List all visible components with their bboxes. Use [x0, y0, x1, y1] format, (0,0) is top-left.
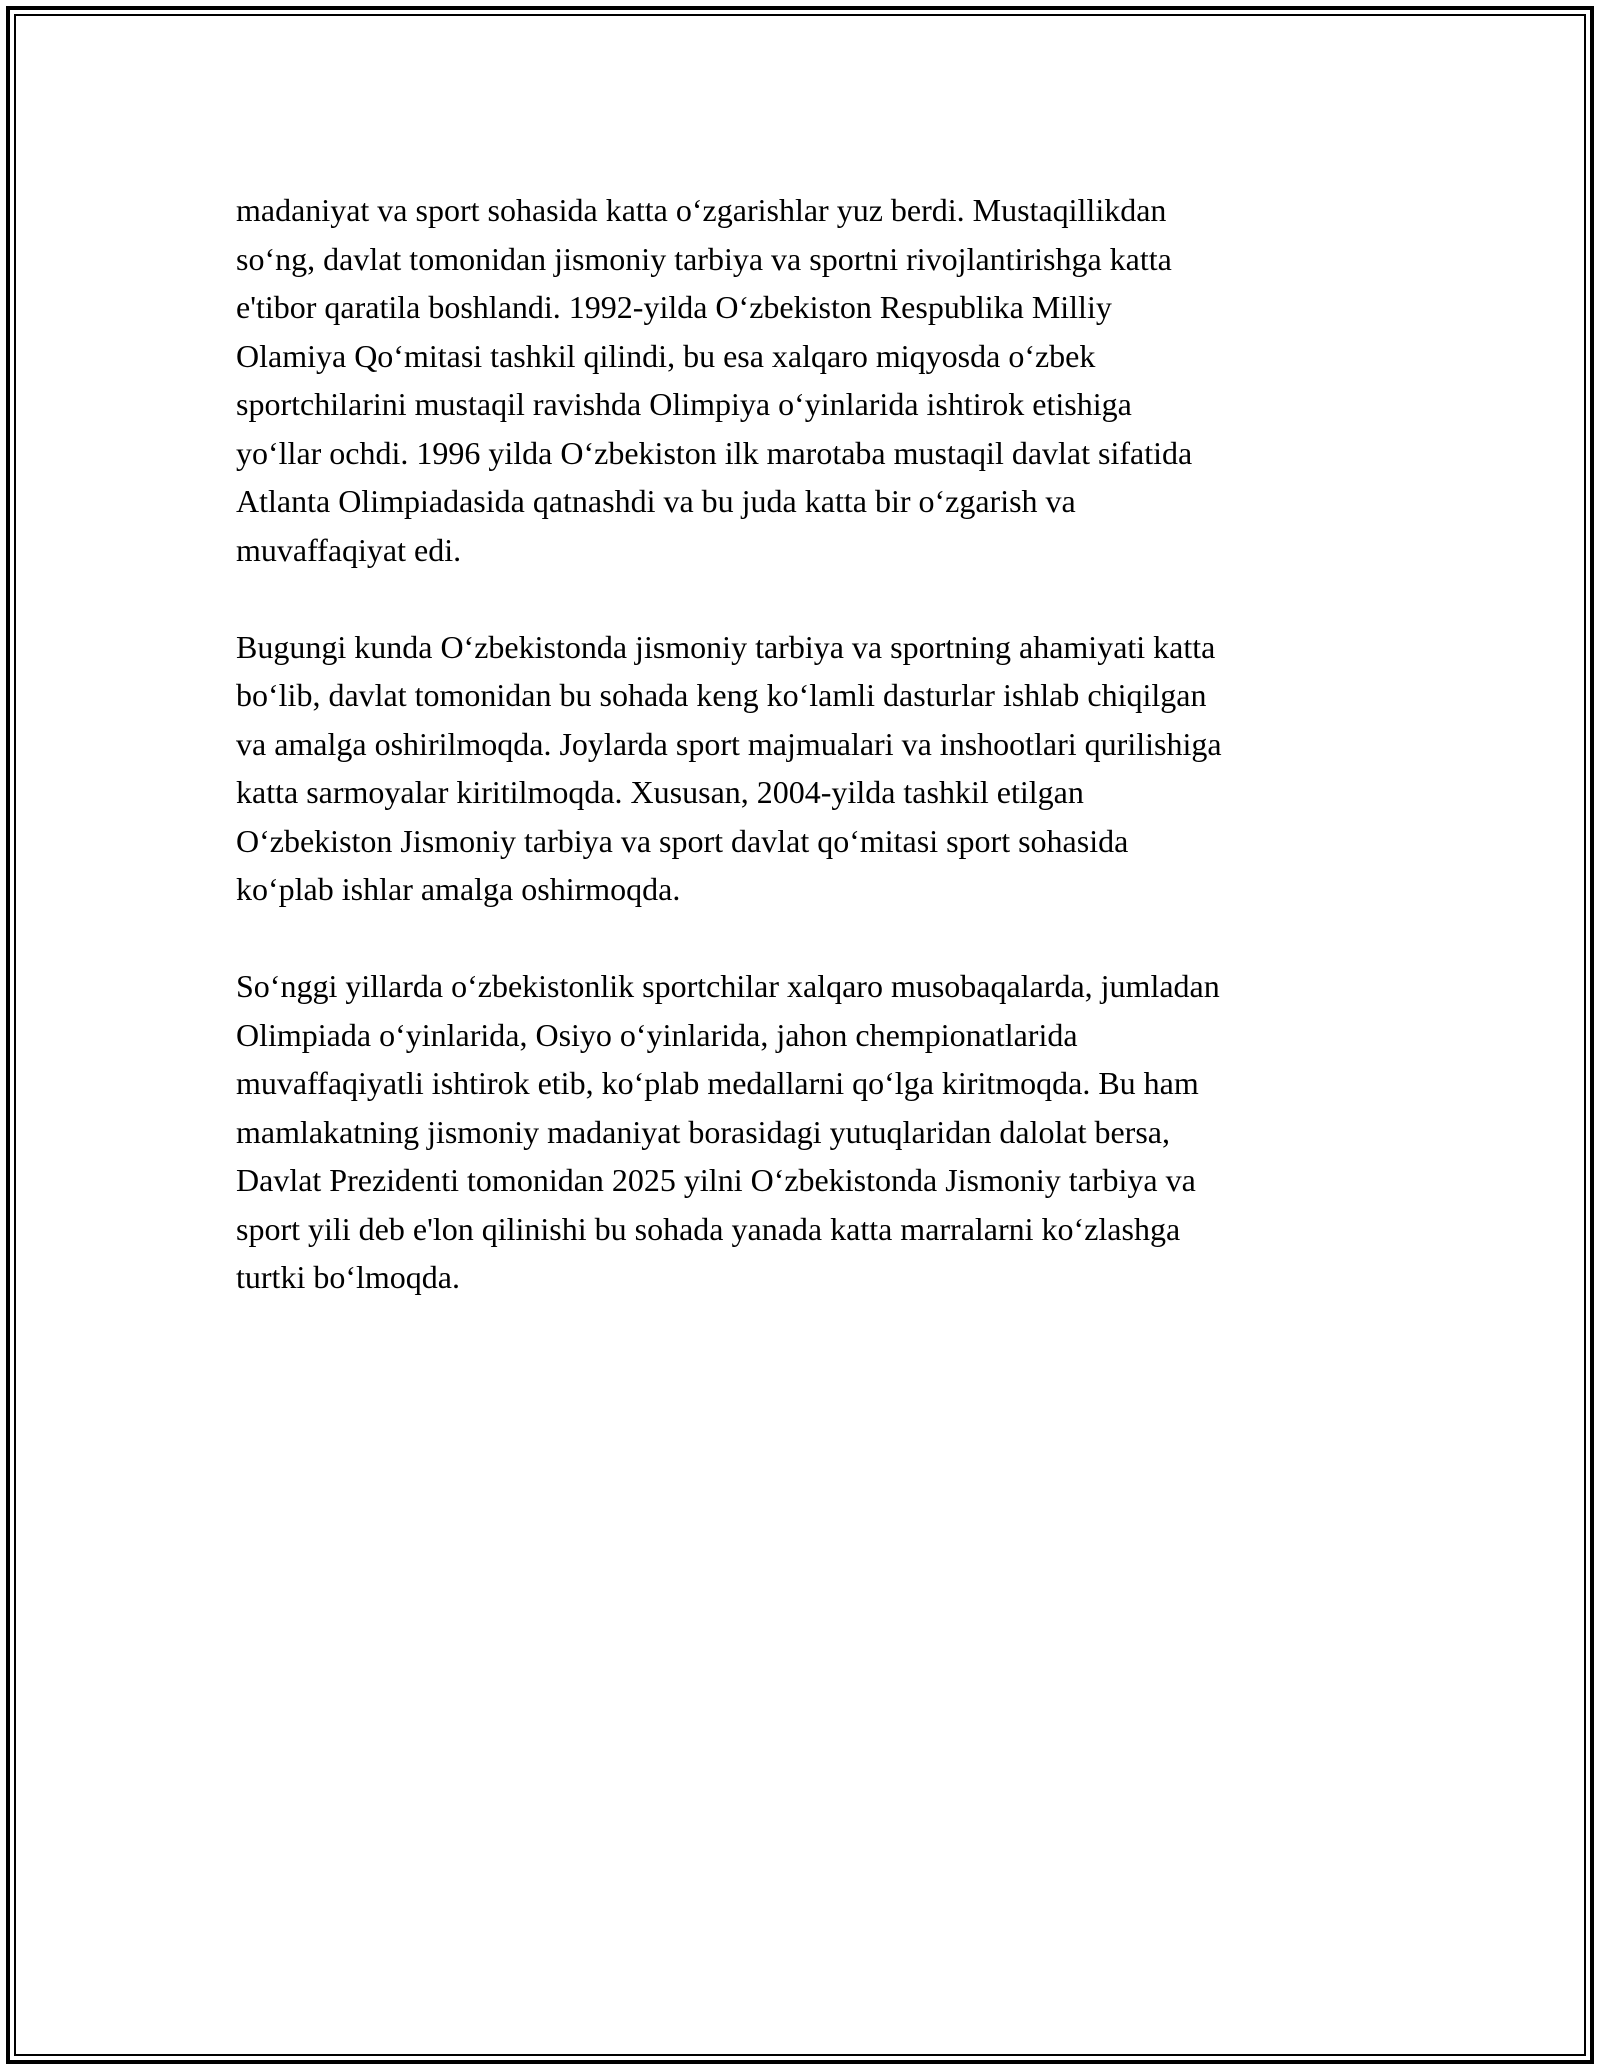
- paragraph-today: [236, 623, 1396, 914]
- text-line: katta sarmoyalar kiritilmoqda. Xususan, 2004-yilda tashkil etilgan: [236, 774, 1084, 810]
- text-line: yo‘llar ochdi. 1996 yilda O‘zbekiston ilk marotaba mustaqil davlat sifatida: [236, 434, 1193, 471]
- text-line: va amalga oshirilmoqda. Joylarda sport majmualari va inshootlari qurilishiga: [236, 725, 1222, 762]
- text-line: madaniyat va sport sohasida katta o‘zgarishlar yuz berdi. Mustaqillikdan: [236, 192, 1167, 228]
- text-line: mamlakatning jismoniy madaniyat borasidagi yutuqlaridan dalolat bersa,: [236, 1113, 1170, 1150]
- text-line: ko‘plab ishlar amalga oshirmoqda.: [236, 871, 681, 907]
- text-line: turtki bo‘lmoqda.: [236, 1259, 460, 1295]
- text-line: Bugungi kunda O‘zbekistonda jismoniy tarbiya va sportning ahamiyati katta: [236, 628, 1216, 665]
- text-line: muvaffaqiyat edi.: [236, 531, 462, 568]
- text-line: sportchilarini mustaqil ravishda Olimpiya o‘yinlarida ishtirok etishiga: [236, 386, 1132, 422]
- text-line: So‘nggi yillarda o‘zbekistonlik sportchilar xalqaro musobaqalarda, jumladan: [236, 968, 1220, 1004]
- text-line: sport yili deb e'lon qilinishi bu sohada yanada katta marralarni ko‘zlashga: [236, 1210, 1181, 1247]
- text-line: Olamiya Qo‘mitasi tashkil qilindi, bu esa xalqaro miqyosda o‘zbek: [236, 337, 1096, 374]
- text-line: e'tibor qaratila boshlandi. 1992-yilda O‘zbekiston Respublika Milliy: [236, 289, 1112, 325]
- text-line: so‘ng, davlat tomonidan jismoniy tarbiya va sportni rivojlantirishga katta: [236, 240, 1172, 277]
- text-line: Atlanta Olimpiadasida qatnashdi va bu juda katta bir o‘zgarish va: [236, 483, 1076, 519]
- text-line: O‘zbekiston Jismoniy tarbiya va sport davlat qo‘mitasi sport sohasida: [236, 822, 1129, 859]
- text-line: Olimpiada o‘yinlarida, Osiyo o‘yinlarida, jahon chempionatlarida: [236, 1016, 1078, 1053]
- paragraph-history: [236, 186, 1396, 574]
- text-line: Davlat Prezidenti tomonidan 2025 yilni O‘zbekistonda Jismoniy tarbiya va: [236, 1162, 1196, 1198]
- text-line: bo‘lib, davlat tomonidan bu sohada keng ko‘lamli dasturlar ishlab chiqilgan: [236, 677, 1207, 713]
- text-line: muvaffaqiyatli ishtirok etib, ko‘plab medallarni qo‘lga kiritmoqda. Bu ham: [236, 1065, 1199, 1101]
- paragraph-achievements: [236, 962, 1396, 1302]
- document-body: [236, 186, 1396, 1350]
